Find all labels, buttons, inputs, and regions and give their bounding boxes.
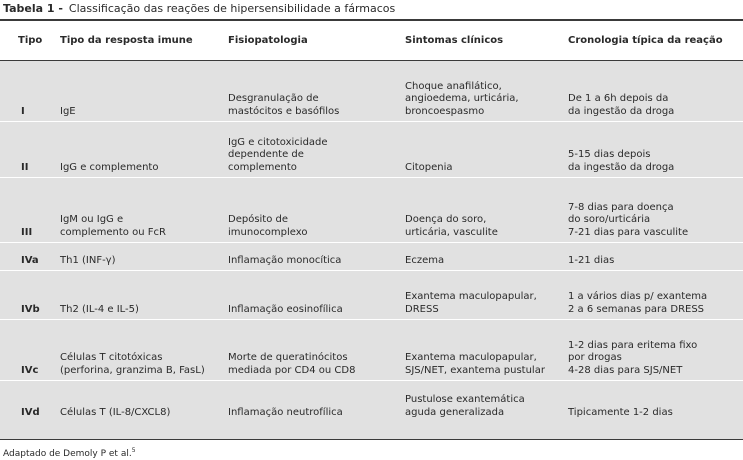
source-note [3,445,136,460]
bottom-rule [0,439,743,440]
header-resposta-imune: Tipo da resposta imune [60,35,193,46]
cell-cronologia: 1-21 dias [568,254,615,266]
table-row [0,243,743,270]
header-fisiopatologia: Fisiopatologia [228,35,308,46]
cell-resposta: IgE [60,105,76,117]
table-row [0,61,743,121]
table-row [0,122,743,177]
table-label: Tabela 1 - [3,2,63,15]
header-cronologia: Cronologia típica da reação [568,35,723,46]
cell-fisiopatologia: Inflamação neutrofílica [228,406,343,418]
cell-cronologia: 5-15 dias depois da ingestão da droga [568,149,675,173]
source-note-text: Adaptado de Demoly P et al. [3,449,132,459]
cell-tipo: I [21,105,25,117]
cell-fisiopatologia: Depósito de imunocomplexo [228,214,308,238]
cell-tipo: II [21,161,29,173]
cell-fisiopatologia: Desgranulação de mastócitos e basófilos [228,93,340,117]
header-tipo: Tipo [18,35,43,46]
table-row [0,271,743,319]
cell-cronologia: Tipicamente 1-2 dias [568,406,673,418]
cell-tipo: IVc [21,364,39,376]
cell-cronologia: De 1 a 6h depois da da ingestão da droga [568,93,675,117]
cell-cronologia: 1 a vários dias p/ exantema 2 a 6 semanas para DRESS [568,291,708,315]
cell-sintomas: Exantema maculopapular, DRESS [405,291,537,315]
cell-tipo: IVb [21,303,40,315]
cell-sintomas: Choque anafilático, angioedema, urticária, broncoespasmo [405,80,519,117]
cell-resposta: Células T (IL-8/CXCL8) [60,406,171,418]
cell-tipo: III [21,226,33,238]
cell-resposta: Th2 (IL-4 e IL-5) [60,303,139,315]
table-caption [3,2,395,16]
cell-fisiopatologia: IgG e citotoxicidade dependente de complemento [228,136,328,173]
cell-resposta: Th1 (INF-γ) [60,254,116,266]
table-row [0,320,743,380]
header-sintomas-clinicos: Sintomas clínicos [405,35,504,46]
cell-fisiopatologia: Inflamação eosinofílica [228,303,343,315]
source-note-ref: 5 [131,447,136,454]
cell-tipo: IVa [21,254,39,266]
cell-resposta: IgG e complemento [60,161,159,173]
cell-cronologia: 7-8 dias para doença do soro/urticária 7-21 dias para vasculite [568,201,689,238]
table-row [0,381,743,439]
cell-fisiopatologia: Inflamação monocítica [228,254,342,266]
table-row [0,178,743,242]
cell-sintomas: Exantema maculopapular, SJS/NET, exantema pustular [405,352,545,376]
cell-resposta: IgM ou IgG e complemento ou FcR [60,214,166,238]
cell-resposta: Células T citotóxicas (perforina, granzima B, FasL) [60,352,205,376]
table-header [0,21,743,60]
cell-sintomas: Doença do soro, urticária, vasculite [405,214,498,238]
cell-fisiopatologia: Morte de queratinócitos mediada por CD4 ou CD8 [228,352,356,376]
cell-sintomas: Pustulose exantemática aguda generalizada [405,394,525,418]
table-body [0,61,743,439]
cell-tipo: IVd [21,406,40,418]
table-title: Classificação das reações de hipersensibilidade a fármacos [68,2,396,15]
cell-cronologia: 1-2 dias para eritema fixo por drogas 4-28 dias para SJS/NET [568,339,698,376]
cell-sintomas: Eczema [405,254,445,266]
cell-sintomas: Citopenia [405,161,453,173]
